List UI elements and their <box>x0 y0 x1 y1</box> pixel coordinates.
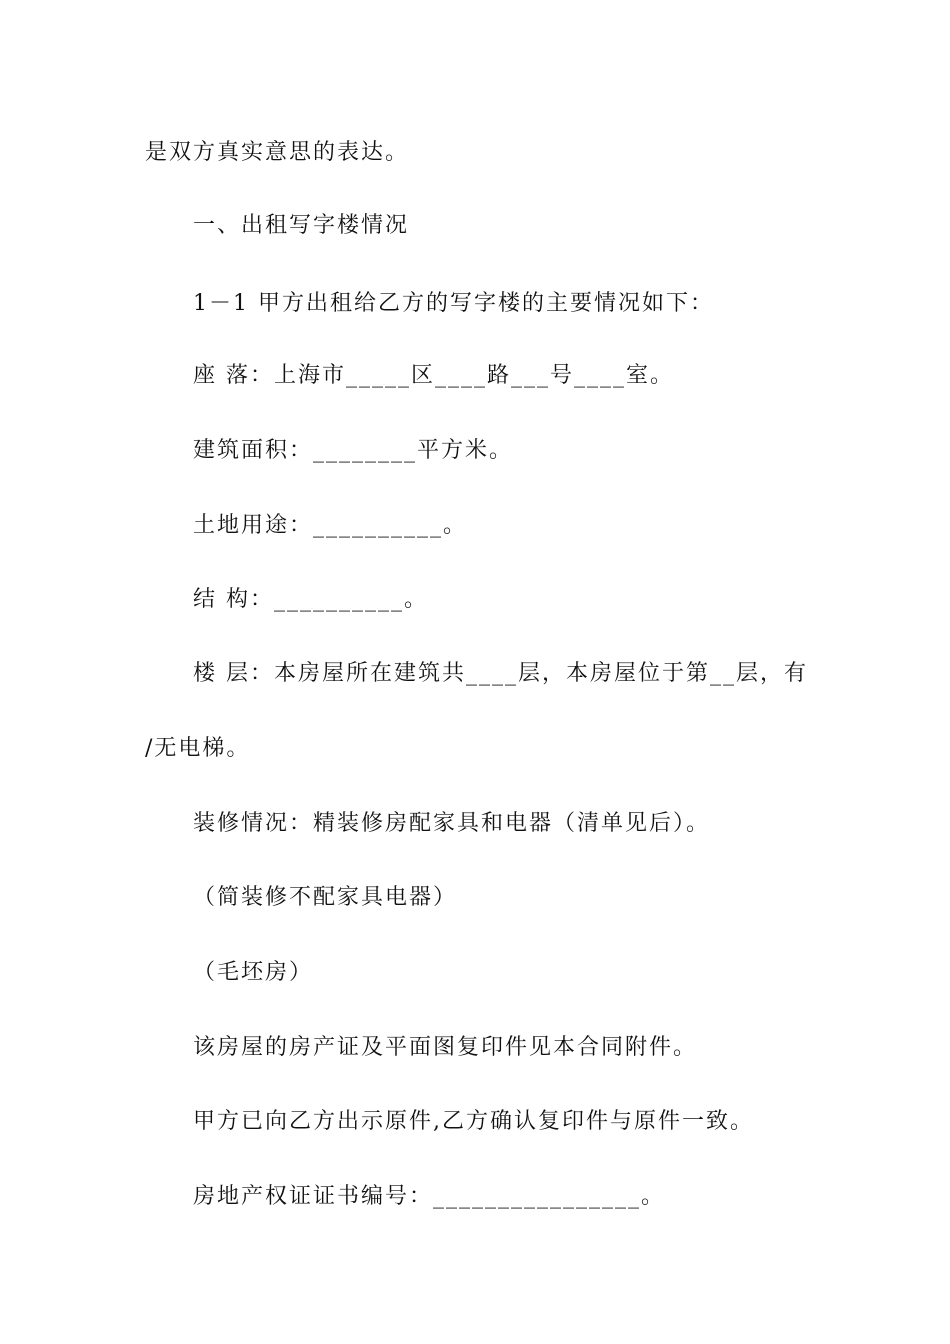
location-line: 座 落：上海市_____区____路___号____室。 <box>193 363 674 388</box>
simple-decoration-note: （简装修不配家具电器） <box>193 885 458 910</box>
decoration-line: 装修情况：精装修房配家具和电器（清单见后）。 <box>193 811 711 836</box>
floor-line: 楼 层：本房屋所在建筑共____层，本房屋位于第__层，有 <box>193 661 808 686</box>
section-heading: 一、出租写字楼情况 <box>193 213 410 238</box>
structure-line: 结 构：__________。 <box>193 587 428 612</box>
building-area-line: 建筑面积：________平方米。 <box>193 438 514 463</box>
paragraph-continuation: 是双方真实意思的表达。 <box>145 140 410 165</box>
certificate-attachment-line: 该房屋的房产证及平面图复印件见本合同附件。 <box>193 1035 698 1060</box>
original-confirmation-line: 甲方已向乙方出示原件,乙方确认复印件与原件一致。 <box>193 1109 754 1134</box>
clause-1-1: 1－1 甲方出租给乙方的写字楼的主要情况如下： <box>193 291 714 316</box>
floor-line-continuation: /无电梯。 <box>145 736 251 761</box>
certificate-number-line: 房地产权证证书编号：________________。 <box>193 1184 666 1209</box>
land-use-line: 土地用途：__________。 <box>193 513 468 538</box>
rough-house-note: （毛坯房） <box>193 960 314 985</box>
